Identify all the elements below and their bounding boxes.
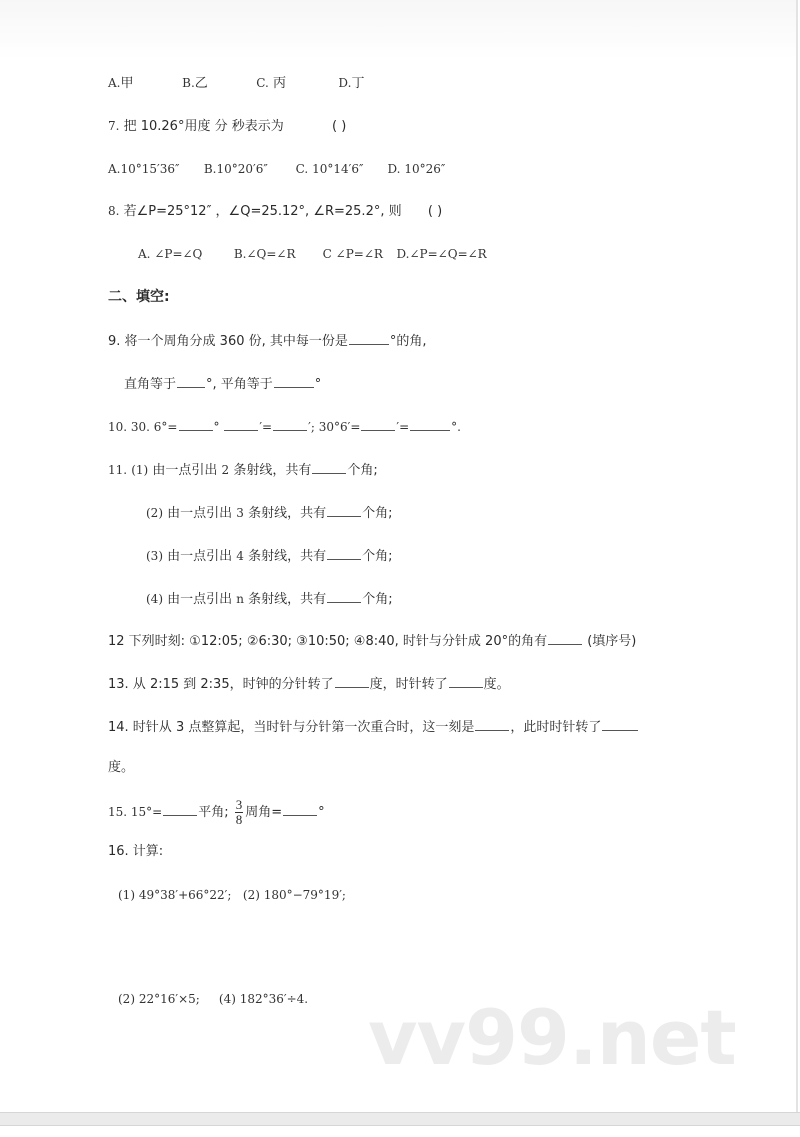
question-text: 平角; bbox=[198, 805, 229, 820]
question-text: 个角; bbox=[347, 463, 378, 478]
q16-row1 bbox=[118, 886, 346, 904]
q6-option-b bbox=[182, 74, 252, 93]
question-text: ° bbox=[213, 420, 220, 434]
option-text: 甲 bbox=[120, 76, 134, 91]
question-text: 个角; bbox=[362, 549, 393, 564]
option-text: ∠P=∠Q=∠R bbox=[409, 247, 487, 261]
question-text: ′= bbox=[396, 420, 410, 434]
question-text: 13. 从 2:15 到 2:35，时钟的分针转了 bbox=[108, 677, 334, 692]
question-text: ° bbox=[314, 377, 322, 392]
watermark: vv99.net bbox=[368, 993, 736, 1082]
calc-item: (2) 22°16′×5; bbox=[118, 992, 200, 1006]
q7-option-d bbox=[387, 160, 445, 178]
q11-item-1 bbox=[108, 459, 378, 480]
question-text: °的角, bbox=[389, 334, 427, 349]
answer-blank[interactable] bbox=[274, 373, 314, 388]
answer-blank[interactable] bbox=[361, 416, 395, 431]
option-label: C. bbox=[295, 162, 309, 176]
answer-blank[interactable] bbox=[312, 459, 346, 474]
q14-line1 bbox=[108, 716, 639, 737]
page-top-shade bbox=[0, 0, 796, 60]
question-text: 条射线，共有 bbox=[233, 463, 312, 478]
answer-bracket: ( ) bbox=[427, 204, 443, 219]
q8-options bbox=[138, 245, 487, 263]
question-text: 直角等于 bbox=[124, 377, 177, 392]
option-label: C. bbox=[256, 76, 269, 90]
option-label: D. bbox=[338, 76, 352, 90]
option-text: 10°26″ bbox=[404, 162, 446, 176]
calc-item: (4) 182°36′÷4. bbox=[218, 992, 309, 1006]
q8-option-d bbox=[396, 245, 486, 263]
option-text: 10°20′6″ bbox=[216, 162, 268, 176]
calc-item: (2) 180°−79°19′; bbox=[242, 888, 346, 902]
q6-option-a bbox=[108, 74, 178, 93]
q14-line2: 度。 bbox=[108, 760, 135, 775]
sub-index: (3) bbox=[146, 549, 163, 563]
option-label: A. bbox=[108, 162, 121, 176]
option-text: 乙 bbox=[194, 76, 208, 91]
question-text: ′; 30°6′= bbox=[308, 420, 361, 434]
question-text: 由一点引出 bbox=[167, 592, 233, 607]
q8-option-b bbox=[234, 245, 319, 263]
question-text: 10. 30. 6°= bbox=[108, 420, 178, 434]
q16-title: 16. 计算: bbox=[108, 844, 164, 859]
answer-blank[interactable] bbox=[327, 502, 361, 517]
sub-index: (2) bbox=[146, 506, 163, 520]
q7-option-a bbox=[108, 160, 200, 178]
answer-blank[interactable] bbox=[335, 673, 369, 688]
question-number: 8. bbox=[108, 204, 120, 218]
question-text: 由一点引出 bbox=[152, 463, 218, 478]
option-label: D. bbox=[396, 247, 410, 261]
ray-count: 3 bbox=[236, 506, 244, 520]
question-number: 11. bbox=[108, 463, 128, 477]
q10-line bbox=[108, 416, 461, 436]
option-text: 丙 bbox=[273, 76, 287, 91]
question-text: 14. 时针从 3 点整算起，当时针与分针第一次重合时，这一刻是 bbox=[108, 720, 475, 735]
option-text: ∠P=∠Q bbox=[154, 247, 203, 261]
question-text: °, 平角等于 bbox=[206, 377, 273, 392]
question-text: ′= bbox=[259, 420, 273, 434]
q8-option-a bbox=[138, 245, 230, 263]
q6-options bbox=[108, 74, 364, 93]
fraction-numerator: 3 bbox=[235, 797, 243, 812]
answer-blank[interactable] bbox=[449, 673, 483, 688]
q11-item-2 bbox=[146, 502, 392, 523]
option-label: B. bbox=[233, 247, 247, 261]
answer-blank[interactable] bbox=[163, 801, 197, 816]
q11-item-4 bbox=[146, 588, 393, 609]
ray-count: n bbox=[236, 592, 245, 606]
sub-index: (1) bbox=[131, 463, 149, 477]
option-text: ∠Q=∠R bbox=[246, 247, 296, 261]
option-text: 10°14′6″ bbox=[312, 162, 364, 176]
answer-blank[interactable] bbox=[475, 716, 509, 731]
q6-option-d bbox=[338, 74, 364, 93]
q13-line bbox=[108, 673, 510, 694]
answer-blank[interactable] bbox=[179, 416, 213, 431]
q11-item-3 bbox=[146, 545, 392, 566]
question-text: ° bbox=[318, 805, 325, 820]
question-text: 条射线，共有 bbox=[248, 549, 327, 564]
answer-blank[interactable] bbox=[273, 416, 307, 431]
answer-blank[interactable] bbox=[327, 588, 361, 603]
q8-option-c bbox=[323, 245, 393, 263]
option-label: B. bbox=[182, 76, 195, 90]
question-text: 若∠P=25°12″ ，∠Q=25.12°, ∠R=25.2°, 则 bbox=[123, 204, 402, 219]
q9-line2 bbox=[124, 373, 321, 394]
question-text: (填序号) bbox=[587, 634, 637, 649]
question-text: ，此时时针转了 bbox=[510, 720, 602, 735]
ray-count: 2 bbox=[221, 463, 230, 477]
answer-blank[interactable] bbox=[349, 330, 389, 345]
question-text: 个角; bbox=[362, 506, 393, 521]
option-label: B. bbox=[203, 162, 217, 176]
question-text: 把 10.26°用度 分 秒表示为 bbox=[123, 119, 284, 134]
question-text: 度。 bbox=[483, 677, 510, 692]
question-text: 度，时针转了 bbox=[369, 677, 448, 692]
question-number: 7. bbox=[108, 119, 120, 133]
option-text: 丁 bbox=[351, 76, 365, 91]
question-text: 条射线，共有 bbox=[248, 592, 327, 607]
question-text: 周角= bbox=[245, 805, 283, 820]
option-text: 10°15′36″ bbox=[120, 162, 180, 176]
q15-line bbox=[108, 798, 325, 827]
ray-count: 4 bbox=[236, 549, 244, 563]
option-text: ∠P=∠R bbox=[335, 247, 383, 261]
question-text: 由一点引出 bbox=[167, 549, 233, 564]
option-label: D. bbox=[387, 162, 401, 176]
fraction-denominator: 8 bbox=[235, 812, 243, 827]
answer-blank[interactable] bbox=[410, 416, 450, 431]
question-text: 12 下列时刻: ①12:05; ②6:30; ③10:50; ④8:40, 时针与分针成 20°的角有 bbox=[108, 634, 548, 649]
q12-line bbox=[108, 630, 636, 651]
question-text: 15. 15°= bbox=[108, 805, 163, 819]
question-text: 9. 将一个周角分成 360 份, 其中每一份是 bbox=[108, 334, 348, 349]
fraction-three-eighths bbox=[235, 798, 244, 827]
q7-option-b bbox=[204, 160, 292, 178]
sub-index: (4) bbox=[146, 592, 163, 606]
answer-blank[interactable] bbox=[327, 545, 361, 560]
question-text: 由一点引出 bbox=[167, 506, 233, 521]
q7-stem bbox=[108, 117, 346, 136]
q9-line1 bbox=[108, 330, 427, 351]
page-gap bbox=[0, 1112, 800, 1126]
option-label: A. bbox=[138, 247, 151, 261]
answer-blank[interactable] bbox=[548, 630, 582, 645]
q8-stem bbox=[108, 202, 442, 221]
answer-blank[interactable] bbox=[224, 416, 258, 431]
option-label: A. bbox=[108, 76, 121, 90]
answer-blank[interactable] bbox=[283, 801, 317, 816]
calc-item: (1) 49°38′+66°22′; bbox=[118, 888, 232, 902]
answer-blank[interactable] bbox=[602, 716, 638, 731]
question-text: 个角; bbox=[362, 592, 393, 607]
section-heading-fill-in: 二、填空: bbox=[108, 289, 170, 305]
option-label: C bbox=[322, 247, 332, 261]
q16-row2 bbox=[118, 990, 308, 1008]
q7-options bbox=[108, 160, 445, 178]
question-text: 条射线，共有 bbox=[248, 506, 327, 521]
question-text: °. bbox=[451, 420, 461, 434]
answer-blank[interactable] bbox=[177, 373, 205, 388]
q7-option-c bbox=[296, 160, 384, 178]
q6-option-c bbox=[256, 74, 334, 93]
answer-bracket: ( ) bbox=[332, 119, 347, 134]
